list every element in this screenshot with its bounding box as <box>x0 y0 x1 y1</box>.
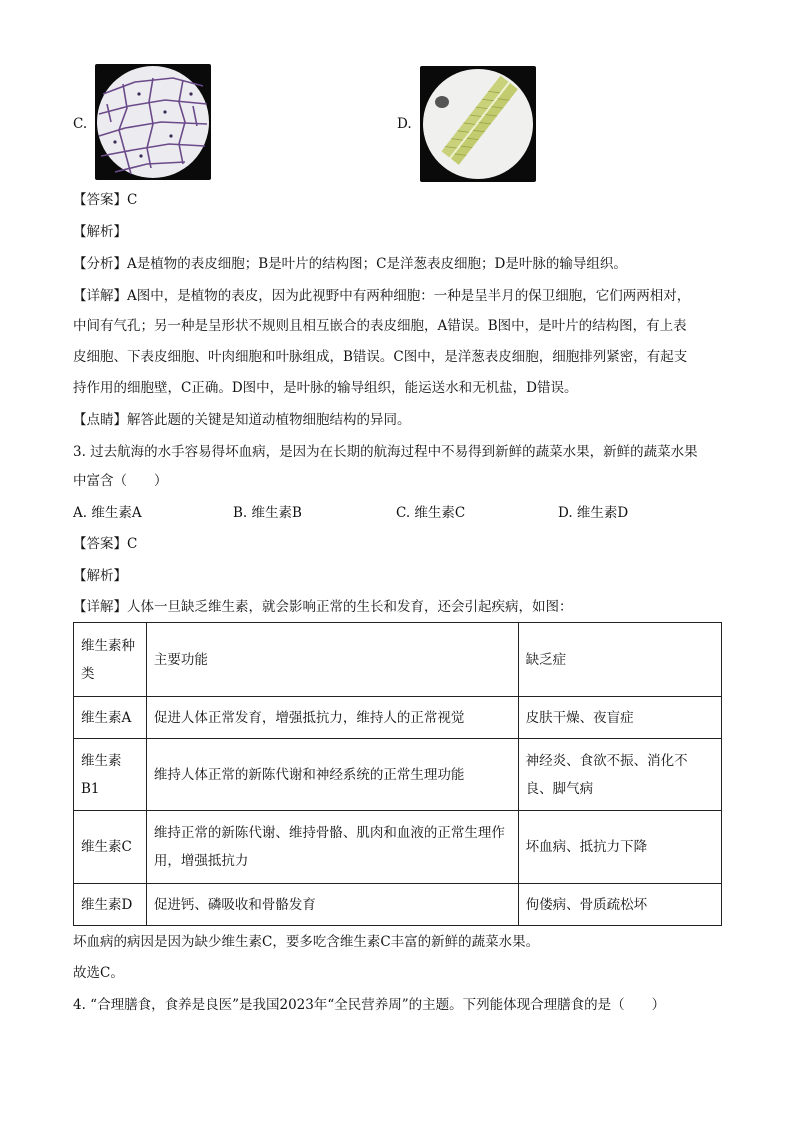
table-header-row <box>74 623 722 697</box>
fenxi-tag: 【分析】 <box>73 256 127 272</box>
table-cell: 促进钙、磷吸收和骨骼发育 <box>146 884 518 926</box>
fenxi-text: A是植物的表皮细胞；B是叶片的结构图；C是洋葱表皮细胞；D是叶脉的输导组织。 <box>127 256 627 272</box>
table-cell: 佝偻病、骨质疏松坏 <box>518 884 721 926</box>
q2-detail-line-4: 持作用的细胞壁，C正确。D图中，是叶脉的输导组织，能运送水和无机盐，D错误。 <box>73 380 578 396</box>
q2-detail-line-3: 皮细胞、下表皮细胞、叶肉细胞和叶脉组成，B错误。C图中，是洋葱表皮细胞，细胞排列紧密，有起支 <box>73 349 688 365</box>
q2-answer <box>73 190 137 210</box>
option-c-label: C. <box>73 116 88 132</box>
header-cell: 维生素种类 <box>74 623 147 697</box>
table-cell: 维持人体正常的新陈代谢和神经系统的正常生理功能 <box>146 739 518 811</box>
table-cell: 维持正常的新陈代谢、维持骨骼、肌肉和血液的正常生理作用，增强抵抗力 <box>146 811 518 884</box>
q3-conclusion: 坏血病的病因是因为缺少维生素C，要多吃含维生素C丰富的新鲜的蔬菜水果。 <box>73 934 540 950</box>
table-cell: 促进人体正常发育，增强抵抗力，维持人的正常视觉 <box>146 697 518 739</box>
detail-tag: 【详解】 <box>73 288 127 304</box>
q3-stem-line-2: 中富含（ ） <box>73 473 168 489</box>
table-row <box>74 739 722 811</box>
analysis-tag: 【解析】 <box>73 568 127 584</box>
header-cell: 缺乏症 <box>518 623 721 697</box>
q4-stem: 4. “合理膳食，食养是良医”是我国2023年“全民营养周”的主题。下列能体现合理膳食的是（ ） <box>73 997 666 1013</box>
answer-value: C <box>127 192 138 208</box>
analysis-tag: 【解析】 <box>73 224 127 240</box>
answer-value: C <box>127 536 138 552</box>
q3-option-b: B. 维生素B <box>233 505 302 521</box>
onion-epidermis-micrograph <box>95 64 211 180</box>
q3-analysis-heading <box>73 566 127 586</box>
detail-tag: 【详解】 <box>73 599 127 615</box>
table-cell: 神经炎、食欲不振、消化不良、脚气病 <box>518 739 721 811</box>
q3-answer <box>73 534 137 554</box>
header-cell: 主要功能 <box>146 623 518 697</box>
q3-detail <box>73 597 573 617</box>
table-row <box>74 884 722 926</box>
q2-analysis-heading <box>73 222 127 242</box>
dianjing-tag: 【点睛】 <box>73 412 127 428</box>
vitamin-table <box>73 622 722 926</box>
detail-text: A图中，是植物的表皮，因为此视野中有两种细胞：一种是呈半月的保卫细胞，它们两两相对， <box>127 288 691 304</box>
q2-dianjing <box>73 410 411 430</box>
answer-tag: 【答案】 <box>73 192 127 208</box>
q3-option-d: D. 维生素D <box>558 505 629 521</box>
dianjing-text: 解答此题的关键是知道动植物细胞结构的异同。 <box>127 412 411 428</box>
table-cell: 维生素A <box>74 697 147 739</box>
leaf-vein-micrograph <box>420 66 536 182</box>
q2-fenxi <box>73 254 627 274</box>
table-cell: 坏血病、抵抗力下降 <box>518 811 721 884</box>
table-row <box>74 811 722 884</box>
q3-option-a: A. 维生素A <box>73 505 142 521</box>
table-cell: 维生素C <box>74 811 147 884</box>
q3-choose: 故选C。 <box>73 965 124 981</box>
table-cell: 皮肤干燥、夜盲症 <box>518 697 721 739</box>
q3-option-c: C. 维生素C <box>396 505 466 521</box>
table-cell: 维生素B1 <box>74 739 147 811</box>
q2-detail-line-2: 中间有气孔；另一种是呈形状不规则且相互嵌合的表皮细胞，A错误。B图中，是叶片的结构图，有上表 <box>73 318 687 334</box>
option-d-label: D. <box>397 116 412 132</box>
detail-text: 人体一旦缺乏维生素，就会影响正常的生长和发育，还会引起疾病，如图： <box>127 599 573 615</box>
table-cell: 维生素D <box>74 884 147 926</box>
q2-detail-line-1 <box>73 286 690 306</box>
answer-tag: 【答案】 <box>73 536 127 552</box>
q3-stem-line-1: 3. 过去航海的水手容易得坏血病，是因为在长期的航海过程中不易得到新鲜的蔬菜水果，新鲜的蔬菜水果 <box>73 444 698 460</box>
table-row <box>74 697 722 739</box>
